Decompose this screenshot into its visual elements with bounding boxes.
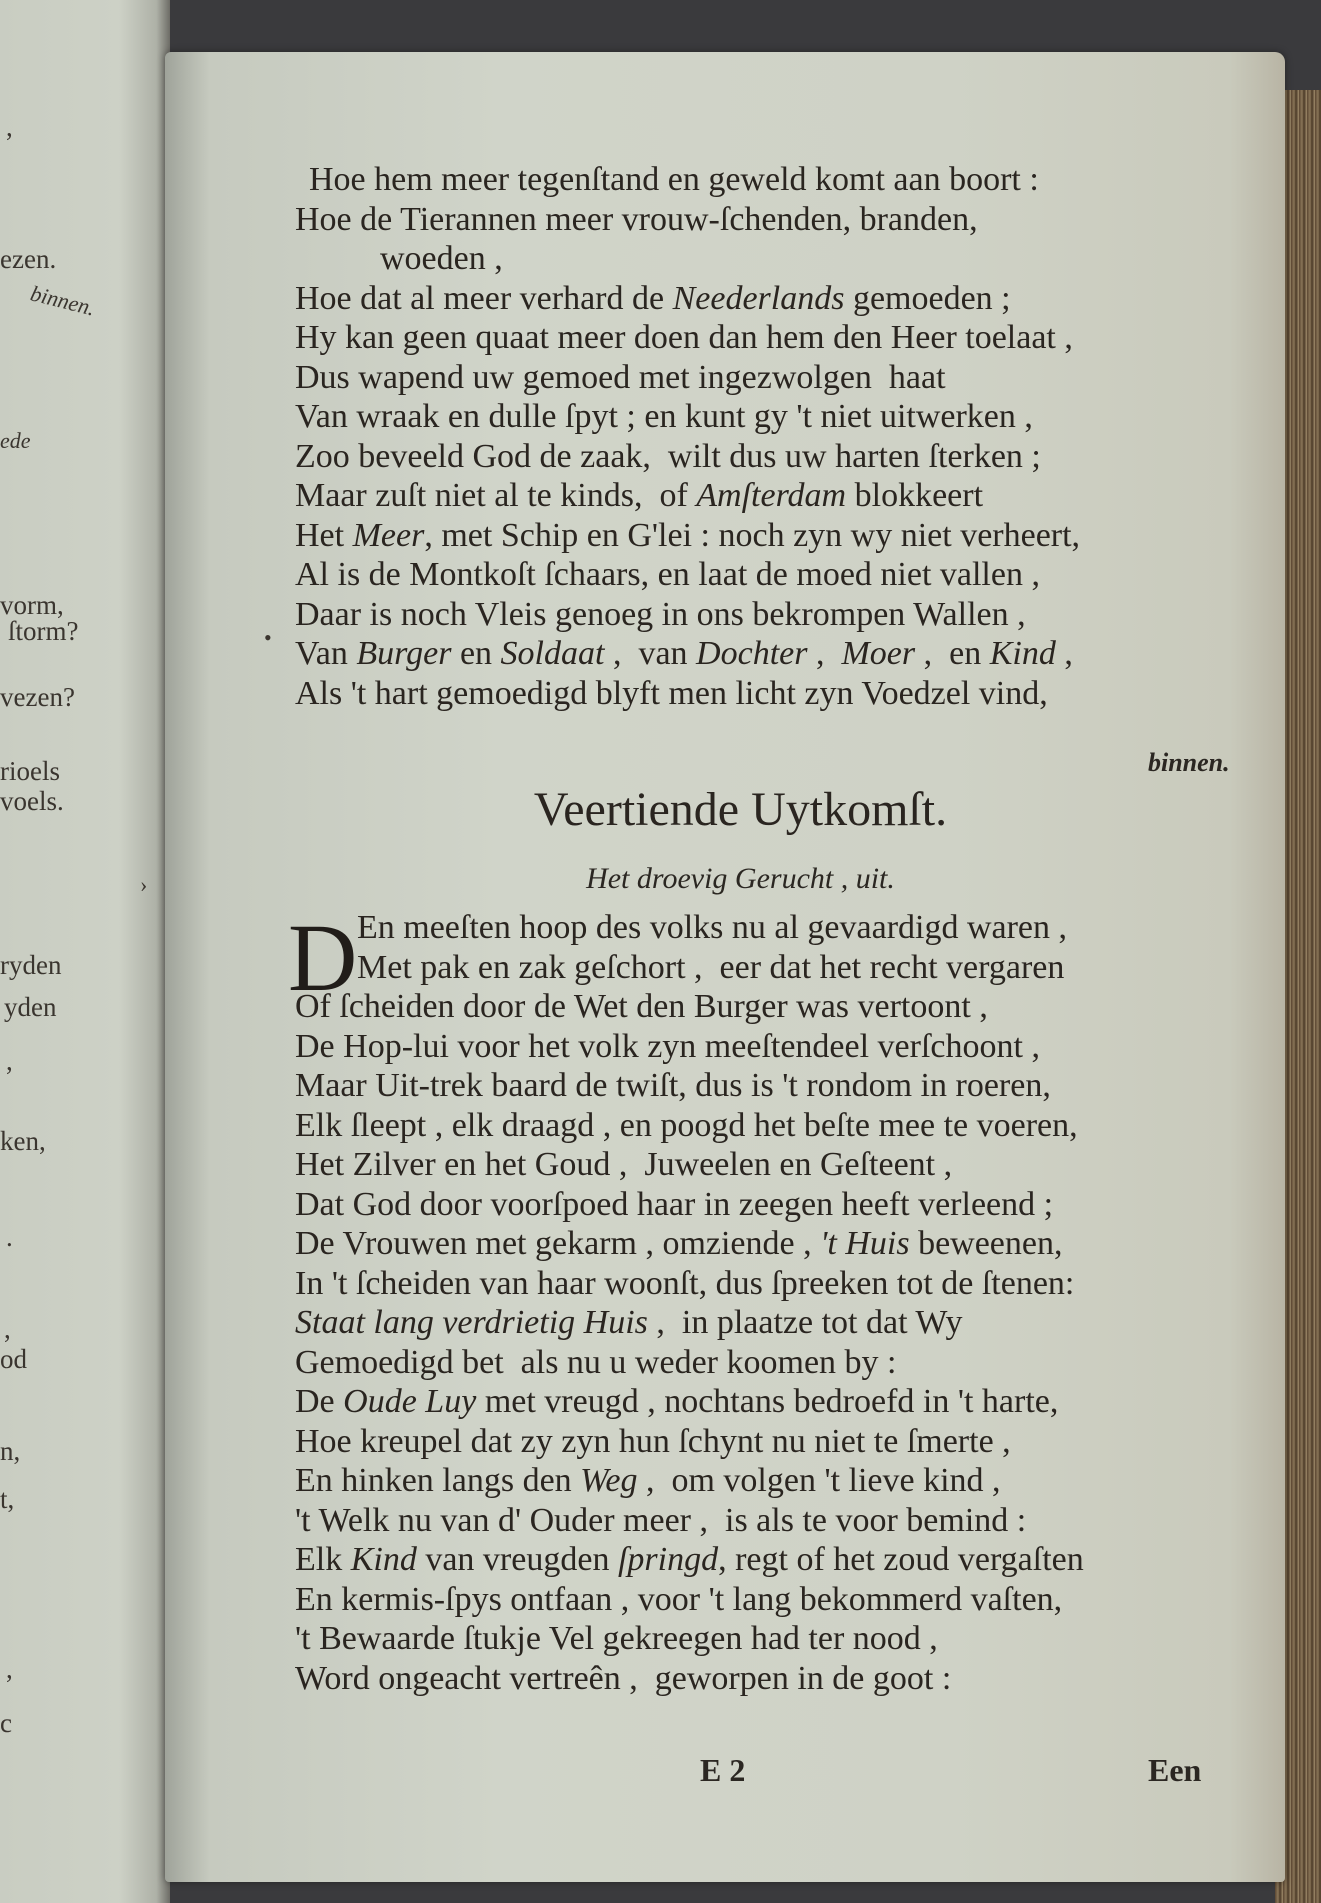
verse-italic-text: Amſterdam bbox=[696, 477, 847, 514]
verse-line bbox=[295, 1185, 1084, 1225]
verse-text: Hy kan geen quaat meer doen dan hem den Heer toelaat , bbox=[295, 319, 1073, 356]
verse-text: , met Schip en G'lei : noch zyn wy niet verheert, bbox=[424, 516, 1081, 554]
verse-text: , in plaatze tot dat Wy bbox=[647, 1304, 963, 1341]
left-page-fragment: od bbox=[0, 1344, 27, 1374]
verse-text: Maar zuſt niet al te kinds, of bbox=[295, 477, 697, 514]
verse-text: De Vrouwen met gekarm , omziende , bbox=[295, 1225, 821, 1262]
left-page-fragment: ede bbox=[0, 428, 31, 453]
left-page-fragment: rioels bbox=[0, 756, 60, 786]
left-page-fragment: vorm, bbox=[0, 590, 64, 620]
left-page-fragment: , bbox=[4, 1314, 11, 1344]
verse-text: Al is de Montkoſt ſchaars, en laat de moed niet vallen , bbox=[295, 556, 1040, 593]
verse-line bbox=[295, 397, 1080, 437]
verse-line bbox=[295, 1145, 1084, 1185]
verse-text: gemoeden ; bbox=[844, 279, 1011, 317]
verse-text: Maar Uit-trek baard de twiſt, dus is 't rondom in roeren, bbox=[295, 1067, 1051, 1104]
verse-line bbox=[295, 160, 1080, 200]
verse-line bbox=[295, 1422, 1084, 1462]
verse-text: Hoe dat al meer verhard de bbox=[295, 279, 673, 317]
verse-text: Of ſcheiden door de Wet den Burger was vertoont , bbox=[295, 988, 988, 1025]
verse-italic-text: Weg bbox=[580, 1462, 638, 1499]
left-page-fragment: ſtorm? bbox=[8, 616, 79, 646]
left-page-fragment: , bbox=[6, 112, 13, 142]
tune-subtitle: Het droevig Gerucht , uit. bbox=[586, 862, 895, 895]
verse-text: , en bbox=[915, 635, 990, 672]
verse-line bbox=[295, 279, 1080, 319]
verse-line bbox=[295, 1580, 1084, 1620]
verse-line bbox=[295, 1066, 1084, 1106]
verse-text: blokkeert bbox=[846, 477, 984, 514]
margin-mark: › bbox=[140, 872, 148, 897]
verse-line bbox=[295, 1461, 1084, 1501]
verse-italic-text: Meer bbox=[352, 516, 425, 554]
verse-text: Met pak en zak geſchort , eer dat het recht vergaren bbox=[357, 948, 1065, 986]
verse-text: Gemoedigd bet als nu u weder koomen by : bbox=[295, 1343, 897, 1381]
verse-line bbox=[295, 318, 1080, 358]
verse-line bbox=[295, 516, 1080, 556]
verse-italic-text: Burger bbox=[356, 635, 452, 672]
verse-line bbox=[295, 674, 1080, 714]
verse-text: , bbox=[1055, 635, 1073, 672]
verse-italic-text: Moer bbox=[841, 635, 916, 672]
signature-mark: E 2 bbox=[700, 1752, 746, 1788]
verse-line bbox=[295, 908, 1084, 948]
left-page-fragment: vezen? bbox=[0, 682, 75, 712]
verse-text: Daar is noch Vleis genoeg in ons bekrompen Wallen , bbox=[295, 595, 1026, 633]
left-page-fragment: ryden bbox=[0, 950, 62, 980]
verse-text: En hinken langs den bbox=[295, 1462, 581, 1499]
verse-line bbox=[295, 987, 1084, 1027]
verse-line bbox=[295, 476, 1080, 516]
verse-text: Word ongeacht vertreên , geworpen in de goot : bbox=[295, 1659, 952, 1697]
verse-text: De bbox=[295, 1383, 344, 1420]
left-page-fragment: voels. bbox=[0, 786, 64, 816]
left-page-fragment: yden bbox=[4, 992, 57, 1022]
verse-text: beweenen, bbox=[909, 1225, 1063, 1262]
verse-italic-text: Neederlands bbox=[672, 279, 845, 317]
verse-line bbox=[295, 1382, 1084, 1422]
verse-line bbox=[295, 437, 1080, 477]
verse-text: woeden , bbox=[295, 240, 503, 277]
verse-line bbox=[295, 1264, 1084, 1304]
verse-line bbox=[295, 200, 1080, 240]
verse-italic-text: Oude Luy bbox=[343, 1383, 477, 1420]
verse-italic-text: Dochter bbox=[696, 635, 808, 672]
verse-text: Van bbox=[295, 635, 357, 672]
left-page-fragment: ezen. bbox=[0, 244, 57, 274]
printer-mark: • bbox=[264, 625, 272, 650]
left-page-fragment: t, bbox=[0, 1484, 15, 1514]
section-heading: Veertiende Uytkomſt. bbox=[533, 783, 948, 836]
drop-cap: D bbox=[288, 904, 358, 1011]
stanza-1 bbox=[295, 160, 1080, 713]
verse-line bbox=[295, 1619, 1084, 1659]
turnover-word: binnen. bbox=[1148, 748, 1230, 777]
verse-line bbox=[295, 595, 1080, 635]
left-page-fragment: c bbox=[0, 1708, 12, 1738]
verse-line bbox=[295, 1540, 1084, 1580]
verse-line bbox=[295, 634, 1080, 674]
catchword: Een bbox=[1148, 1752, 1202, 1788]
left-page bbox=[0, 0, 170, 1903]
verse-text: Hoe de Tierannen meer vrouw-ſchenden, branden, bbox=[295, 200, 978, 238]
stanza-2 bbox=[295, 908, 1084, 1698]
left-page-fragment: , bbox=[6, 1654, 13, 1684]
verse-line bbox=[295, 1501, 1084, 1541]
verse-text: Hoe hem meer tegenſtand en geweld komt aan boort : bbox=[309, 161, 1039, 198]
left-page-fragment: , bbox=[6, 1046, 13, 1076]
verse-italic-text: 't Huis bbox=[820, 1225, 910, 1262]
verse-text: Zoo beveeld God de zaak, wilt dus uw harten ſterken ; bbox=[295, 437, 1041, 475]
verse-line bbox=[295, 239, 1080, 279]
background bbox=[0, 0, 1321, 52]
verse-text: van vreugden bbox=[416, 1541, 618, 1578]
verse-line bbox=[295, 1106, 1084, 1146]
verse-text: Als 't hart gemoedigd blyft men licht zyn Voedzel vind, bbox=[295, 674, 1048, 712]
verse-text: Dus wapend uw gemoed met ingezwolgen haat bbox=[295, 358, 946, 396]
verse-line bbox=[295, 358, 1080, 398]
verse-text: , om volgen 't lieve kind , bbox=[637, 1462, 1001, 1499]
verse-text: , regt of het zoud vergaſten bbox=[718, 1541, 1084, 1578]
verse-text: In 't ſcheiden van haar woonſt, dus ſpreeken tot de ſtenen: bbox=[295, 1264, 1075, 1302]
verse-italic-text: Kind bbox=[989, 635, 1056, 672]
verse-text: En meeſten hoop des volks nu al gevaardigd waren , bbox=[357, 909, 1068, 946]
verse-text: Dat God door voorſpoed haar in zeegen heeft verleend ; bbox=[295, 1185, 1054, 1223]
verse-text: Hoe kreupel dat zy zyn hun ſchynt nu niet te ſmerte , bbox=[295, 1422, 1011, 1460]
verse-text: , bbox=[807, 635, 842, 672]
verse-line bbox=[295, 1224, 1084, 1264]
left-page-fragment: ken, bbox=[0, 1126, 46, 1156]
verse-text: Het Zilver en het Goud , Juweelen en Geſteent , bbox=[295, 1146, 953, 1183]
verse-text: met vreugd , nochtans bedroefd in 't harte, bbox=[476, 1383, 1059, 1420]
verse-line bbox=[295, 1343, 1084, 1383]
verse-text: Elk bbox=[295, 1541, 351, 1578]
verse-italic-text: Staat lang verdrietig Huis bbox=[295, 1304, 648, 1341]
left-page-fragment: n, bbox=[0, 1436, 21, 1466]
verse-italic-text: Soldaat bbox=[500, 635, 605, 672]
verse-italic-text: ſpringd bbox=[617, 1541, 719, 1578]
verse-text: 't Welk nu van d' Ouder meer , is als te voor bemind : bbox=[295, 1501, 1027, 1539]
verse-text: De Hop-lui voor het volk zyn meeſtendeel verſchoont , bbox=[295, 1027, 1040, 1065]
left-page-fragment: binnen. bbox=[28, 280, 98, 321]
left-page-fragment: . bbox=[6, 1222, 13, 1252]
verse-text: 't Bewaarde ſtukje Vel gekreegen had ter nood , bbox=[295, 1620, 938, 1657]
verse-text: Elk ſleept , elk draagd , en poogd het beſte mee te voeren, bbox=[295, 1106, 1078, 1144]
verse-italic-text: Kind bbox=[350, 1541, 417, 1578]
verse-line bbox=[295, 1659, 1084, 1699]
verse-text: Het bbox=[295, 516, 353, 554]
verse-text: En kermis-ſpys ontfaan , voor 't lang bekommerd vaſten, bbox=[295, 1580, 1063, 1618]
verse-line bbox=[295, 555, 1080, 595]
verse-text: Van wraak en dulle ſpyt ; en kunt gy 't niet uitwerken , bbox=[295, 398, 1033, 435]
verse-text: , van bbox=[604, 635, 697, 672]
verse-line bbox=[295, 948, 1084, 988]
verse-line bbox=[295, 1303, 1084, 1343]
verse-text: en bbox=[451, 635, 501, 672]
verse-line bbox=[295, 1027, 1084, 1067]
